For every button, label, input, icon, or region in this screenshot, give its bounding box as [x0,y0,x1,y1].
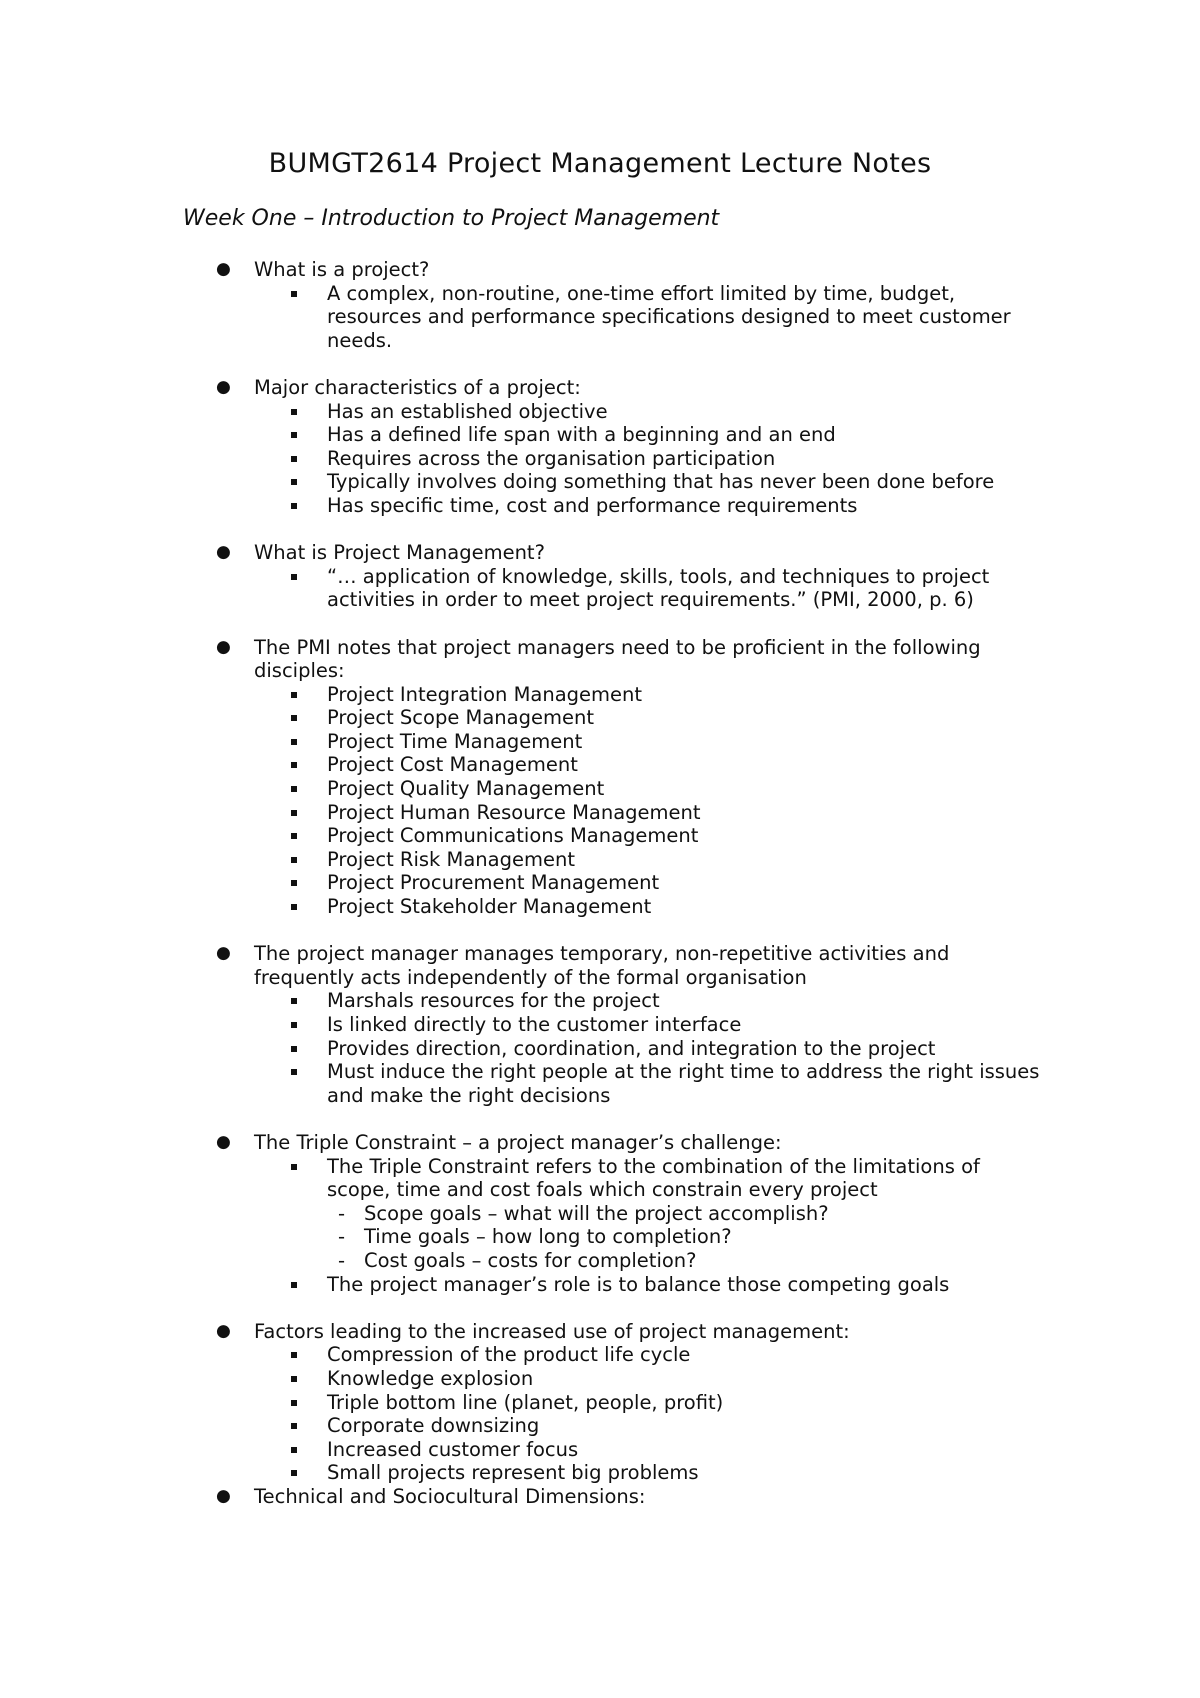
square-bullet-icon [291,998,297,1004]
list-item: Project Time Management [254,730,1044,754]
notes-content [0,258,1200,1508]
topic-what-is-project-management [0,541,1044,612]
list-item: Project Quality Management [254,777,1044,801]
list-item: Must induce the right people at the right time to address the right issues and make the right decisions [254,1060,1044,1107]
square-bullet-icon [291,1470,297,1476]
list-item: Has specific time, cost and performance requirements [254,494,1044,518]
dash-list-item: - Time goals – how long to completion? [338,1225,732,1249]
square-bullet-icon [291,762,297,768]
list-item: The project manager’s role is to balance those competing goals [254,1273,1044,1297]
square-bullet-icon [291,1352,297,1358]
list-item: Triple bottom line (planet, people, profit) [254,1391,1044,1415]
dash-bullet-icon: - [338,1225,346,1249]
square-bullet-icon [291,1423,297,1429]
square-bullet-icon [291,1400,297,1406]
list-item: Corporate downsizing [254,1414,1044,1438]
topic-triple-constraint [0,1131,1044,1296]
square-bullet-icon [291,904,297,910]
bullet-icon: ● [216,1320,231,1341]
list-item: Project Communications Management [254,824,1044,848]
document-title: BUMGT2614 Project Management Lecture Notes [268,148,932,179]
topic-text: Major characteristics of a project: [254,375,581,399]
square-bullet-icon [291,1046,297,1052]
list-item: Is linked directly to the customer interface [254,1013,1044,1037]
list-item: Project Scope Management [254,706,1044,730]
list-item: Small projects represent big problems [254,1461,1044,1485]
dash-bullet-icon: - [338,1201,346,1225]
topic-text: The project manager manages temporary, non-repetitive activities and frequently acts independently of the formal organisation [254,942,950,989]
list-item: Marshals resources for the project [254,989,1044,1013]
list-item: Project Human Resource Management [254,801,1044,825]
square-bullet-icon [291,1022,297,1028]
list-item: Provides direction, coordination, and integration to the project [254,1037,1044,1061]
bullet-icon: ● [216,259,231,279]
list-item: Project Cost Management [254,753,1044,777]
topic-text: What is Project Management? [254,541,545,565]
topic-increased-use-factors [0,1320,1044,1485]
square-bullet-icon [291,786,297,792]
topic-text: The PMI notes that project managers need to be proficient in the following disciples: [254,635,981,683]
topic-text: The Triple Constraint – a project manager’s challenge: [254,1130,782,1154]
list-item: Compression of the product life cycle [254,1343,1044,1367]
square-bullet-icon [291,715,297,721]
topic-pmi-disciplines [0,636,1044,919]
list-item: Project Risk Management [254,848,1044,872]
list-item: Requires across the organisation participation [254,447,1044,471]
square-bullet-icon [291,574,297,580]
square-bullet-icon [291,479,297,485]
bullet-icon: ● [216,943,231,964]
square-bullet-icon [291,409,297,415]
bullet-icon: ● [216,636,231,657]
bullet-icon: ● [216,1485,231,1506]
topic-what-is-a-project [0,258,1044,352]
list-item: The Triple Constraint refers to the combination of the limitations of scope, time and cost foals which constrain every project [254,1155,1044,1202]
topic-technical-sociocultural [0,1485,1044,1509]
square-bullet-icon [291,503,297,509]
square-bullet-icon [291,1447,297,1453]
topic-text: Factors leading to the increased use of project management: [254,1319,850,1343]
list-item: Project Stakeholder Management [254,895,1044,919]
square-bullet-icon [291,1376,297,1382]
square-bullet-icon [291,1164,297,1170]
square-bullet-icon [291,456,297,462]
list-item: Has an established objective [254,400,1044,424]
list-item: Has a defined life span with a beginning and an end [254,423,1044,447]
topic-text: What is a project? [254,258,430,281]
dash-list-item: - Scope goals – what will the project accomplish? [338,1201,829,1225]
square-bullet-icon [291,692,297,698]
dash-bullet-icon: - [338,1248,346,1272]
list-item: Knowledge explosion [254,1367,1044,1391]
topic-project-manager-role [0,942,1044,1107]
list-item: Typically involves doing something that has never been done before [254,470,1044,494]
square-bullet-icon [291,833,297,839]
square-bullet-icon [291,810,297,816]
square-bullet-icon [291,432,297,438]
list-item: A complex, non-routine, one-time effort limited by time, budget, resources and performance specifications designed to meet customer needs. [254,282,1044,353]
square-bullet-icon [291,857,297,863]
bullet-icon: ● [216,1131,231,1152]
square-bullet-icon [291,291,297,297]
bullet-icon: ● [216,542,231,563]
square-bullet-icon [291,739,297,745]
list-item: Project Integration Management [254,683,1044,707]
square-bullet-icon [291,880,297,886]
topic-major-characteristics [0,376,1044,518]
list-item: Increased customer focus [254,1438,1044,1462]
dash-list-item: - Cost goals – costs for completion? [338,1248,697,1272]
list-item: “… application of knowledge, skills, tools, and techniques to project activities in order to meet project requirements.” (PMI, 2000, p. 6) [254,565,1044,612]
square-bullet-icon [291,1282,297,1288]
list-item: Project Procurement Management [254,871,1044,895]
bullet-icon: ● [216,376,231,397]
week-heading: Week One – Introduction to Project Management [183,206,720,231]
topic-text: Technical and Sociocultural Dimensions: [254,1484,646,1508]
square-bullet-icon [291,1069,297,1075]
